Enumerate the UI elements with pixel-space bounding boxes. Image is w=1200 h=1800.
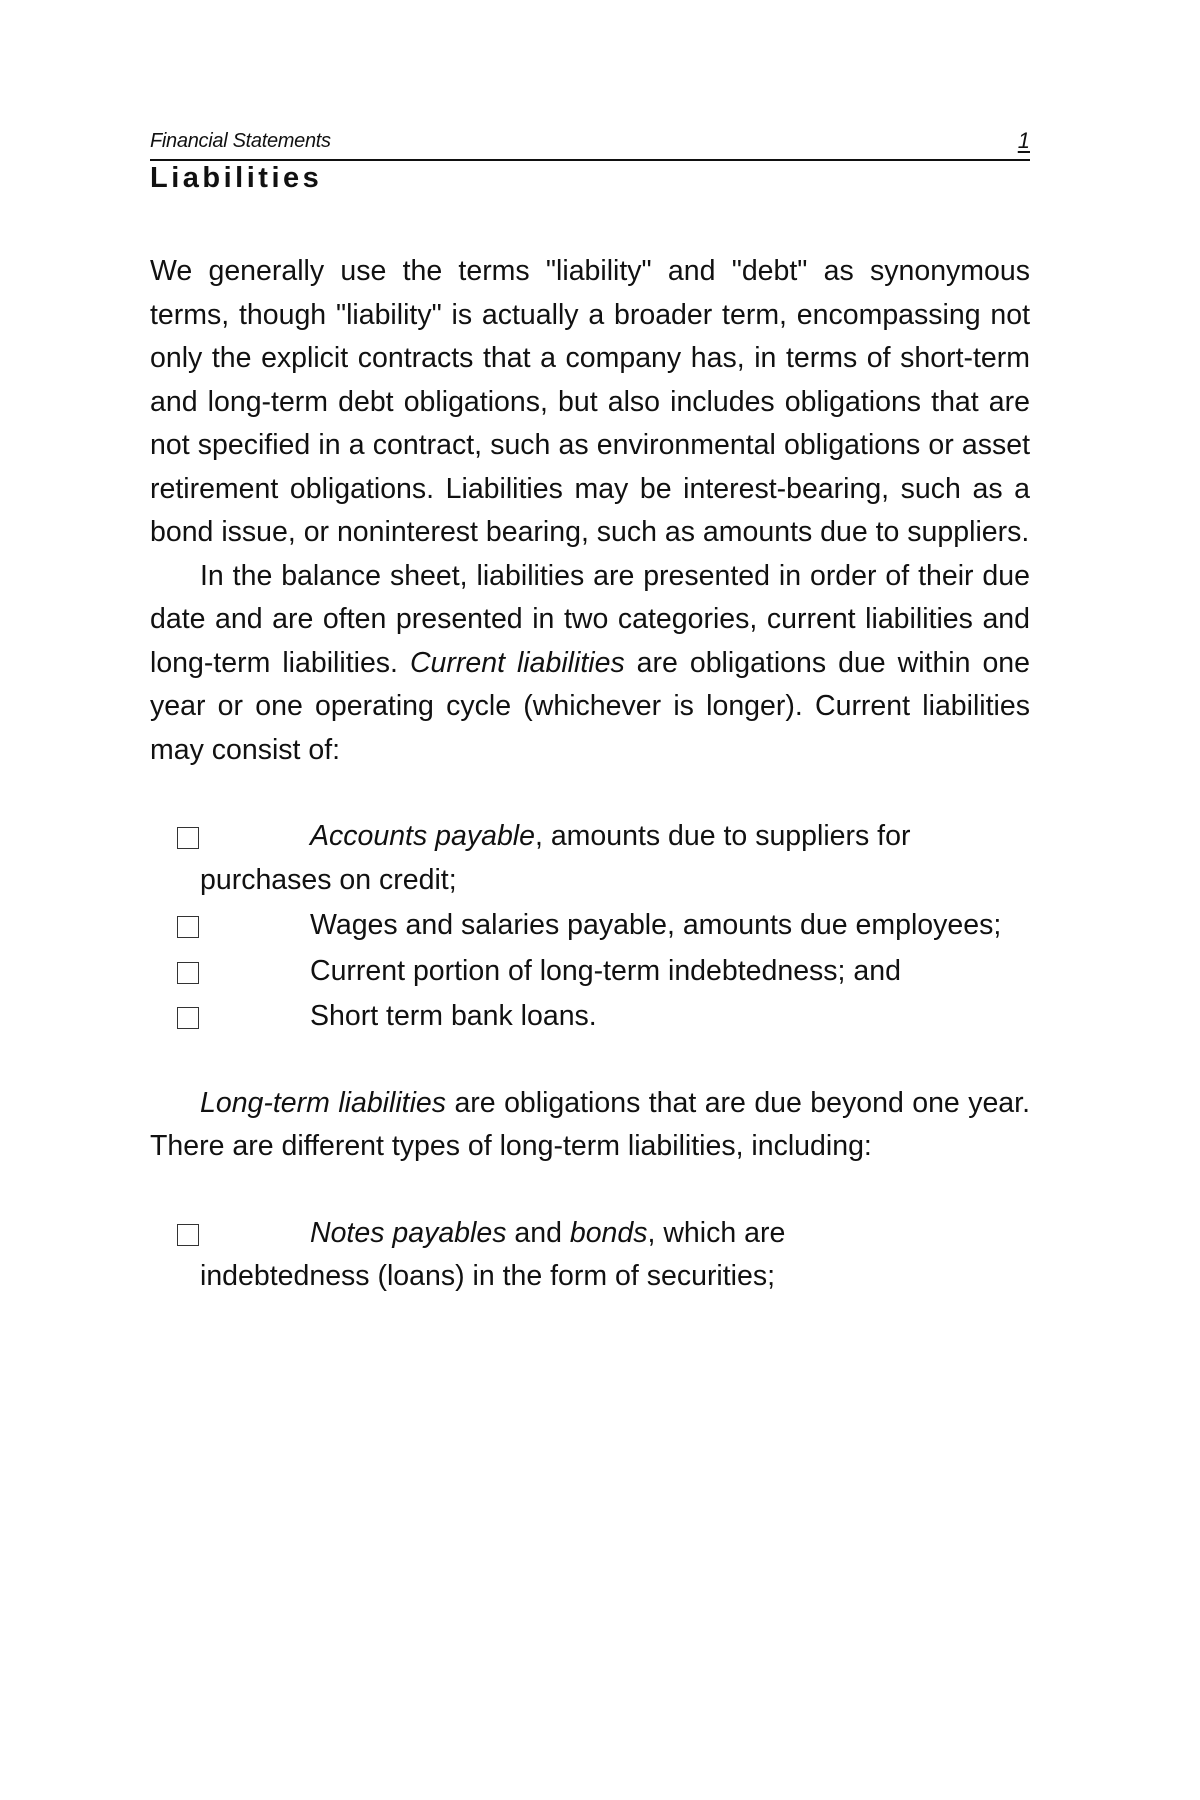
blank-line: [150, 772, 1030, 815]
list-item-text: Current portion of long-term indebtedness; and: [310, 954, 901, 987]
paragraph-balance-sheet: [150, 555, 1030, 773]
checkbox-bullet-icon: [177, 827, 199, 849]
list-item: [150, 904, 1140, 948]
paragraph-text: are obligations due within one year or one operating cycle (whichever is longer). Current liabilities may consist of:: [150, 646, 1031, 766]
term-bonds: bonds: [569, 1216, 648, 1249]
paragraph-text: In the balance sheet, liabilities are presented in order of their due date and are often presented in two categories, current liabilities and long-term liabilities.: [150, 559, 1030, 679]
list-item-continuation: indebtedness (loans) in the form of securities;: [200, 1260, 776, 1292]
checkbox-bullet-icon: [177, 1007, 199, 1029]
term-notes-payables: Notes payables: [310, 1216, 507, 1249]
list-item-continuation: purchases on credit;: [200, 863, 457, 896]
list-item-line: [200, 1212, 1140, 1256]
list-item-text: , amounts due to suppliers for: [534, 820, 911, 852]
paragraph-liability-definition: We generally use the terms "liability" and "debt" as synonymous terms, though "liability" is actually a broader term, encompassing not only the explicit contracts that a company has, in terms of short-term and long-term debt obligations, but also includes obligations that are not specified in a contract, such as environmental obligations or asset retirement obligations. Liabilities may be interest-bearing, such as a bond issue, or noninterest bearing, such as amounts due to suppliers.: [150, 255, 1030, 548]
running-header: [150, 128, 1030, 162]
long-term-liabilities-list: [150, 1212, 1030, 1299]
list-item: [150, 815, 1140, 902]
term-accounts-payable: Accounts payable: [310, 820, 535, 852]
body-text: [150, 250, 1030, 1299]
checkbox-bullet-icon: [177, 1224, 199, 1246]
paragraph-text: are obligations that are due beyond one year. There are different types of long-term liabilities, including:: [150, 1086, 1030, 1162]
blank-line: [150, 1039, 1030, 1082]
current-liabilities-list: [150, 815, 1030, 1039]
checkbox-bullet-icon: [177, 916, 199, 938]
paragraph-long-term: [150, 1082, 1030, 1169]
list-item-line: [200, 815, 1140, 859]
checkbox-bullet-icon: [177, 962, 199, 984]
list-item-text: and: [506, 1216, 570, 1249]
running-title: Financial Statements: [150, 130, 331, 152]
list-item-text: Short term bank loans.: [310, 1000, 597, 1032]
list-item: [150, 1212, 1140, 1299]
list-item-text: , which are: [647, 1216, 786, 1249]
section-title: Liabilities: [150, 162, 323, 194]
list-item-text: Wages and salaries payable, amounts due employees;: [310, 909, 1002, 941]
blank-line: [150, 1169, 1030, 1212]
page-number: 1: [1017, 128, 1030, 153]
list-item: [150, 995, 1140, 1039]
list-item: [150, 950, 1140, 994]
term-long-term-liabilities: Long-term liabilities: [200, 1086, 447, 1119]
term-current-liabilities: Current liabilities: [409, 646, 625, 679]
